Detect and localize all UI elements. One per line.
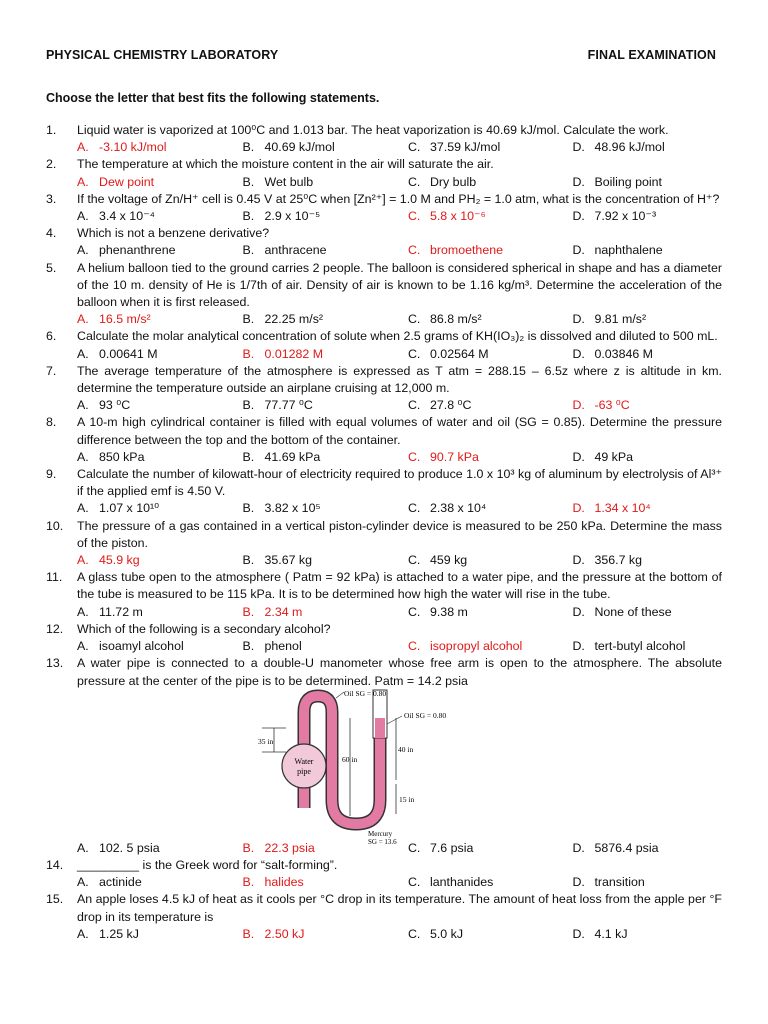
option-letter: D. (572, 346, 585, 361)
option-text: 3.82 x 10⁵ (264, 501, 321, 516)
option-text: 27.8 ⁰C (429, 398, 472, 413)
option-letter: C. (407, 209, 421, 224)
option-a (77, 500, 242, 517)
answer-options (77, 346, 722, 363)
dim-15: 15 in (399, 794, 415, 804)
option-text: -3.10 kJ/mol (99, 140, 167, 155)
option-letter: A. (77, 209, 89, 224)
question-text: A water pipe is connected to a double-U manometer whose free arm is open to the atmosphere. The absolute pressure at the center of the pipe is to be determined. Patm = 14.2 psia (77, 656, 722, 688)
option-b (242, 449, 407, 466)
option-letter: C. (407, 174, 421, 189)
option-a (77, 346, 242, 363)
option-text: naphthalene (594, 243, 663, 258)
option-c (408, 840, 572, 857)
option-letter: D. (572, 140, 585, 155)
option-letter: B. (242, 312, 255, 327)
answer-options (77, 874, 722, 891)
option-text: Dew point (99, 174, 155, 189)
option-letter: C. (407, 312, 421, 327)
question-3 (46, 191, 722, 225)
option-letter: B. (242, 639, 255, 654)
option-text: 2.34 m (264, 604, 303, 619)
option-text: actinide (99, 875, 142, 890)
question-number: 10. (46, 518, 64, 533)
option-text: 7.6 psia (429, 840, 474, 855)
question-text: If the voltage of Zn/H⁺ cell is 0.45 V at 25⁰C when [Zn²⁺] = 1.0 M and PH₂ = 1.0 atm, what is the concentration of H⁺? (77, 191, 720, 206)
option-text: 4.1 kJ (594, 926, 628, 941)
question-text: Which is not a benzene derivative? (77, 226, 270, 241)
option-c-correct (408, 449, 572, 466)
option-text: 93 ⁰C (99, 398, 131, 413)
manometer-diagram (256, 688, 506, 846)
question-number: 12. (46, 621, 64, 636)
option-letter: B. (242, 604, 255, 619)
option-text: 77.77 ⁰C (264, 398, 313, 413)
option-text: 90.7 kPa (429, 449, 479, 464)
question-text: Calculate the number of kilowatt-hour of electricity required to produce 1.0 x 10³ kg of aluminum by electrolysis of Al³⁺ if the applied emf is 4.50 V. (77, 467, 722, 499)
option-d (572, 208, 722, 225)
option-d (572, 174, 722, 191)
option-text: 0.02564 M (429, 346, 489, 361)
question-number: 1. (46, 123, 57, 137)
option-letter: D. (572, 209, 585, 224)
option-a-correct (77, 139, 242, 156)
option-d (572, 346, 722, 363)
option-letter: C. (407, 604, 421, 619)
answer-options (77, 638, 722, 655)
option-b (242, 500, 407, 517)
option-d (572, 604, 722, 621)
option-text: 22.3 psia (264, 840, 315, 855)
option-text: 7.92 x 10⁻³ (594, 209, 657, 224)
option-d (572, 926, 722, 943)
option-letter: B. (242, 840, 255, 855)
option-b-correct (242, 346, 407, 363)
question-number: 8. (46, 415, 57, 430)
option-letter: B. (242, 875, 255, 890)
question-12 (46, 621, 722, 655)
option-text: halides (264, 875, 304, 890)
option-letter: B. (242, 209, 255, 224)
option-letter: B. (242, 243, 255, 258)
answer-options (77, 174, 722, 191)
option-text: 40.69 kJ/mol (264, 140, 335, 155)
question-8 (46, 414, 722, 466)
option-text: 102. 5 psia (99, 840, 160, 855)
question-text: Calculate the molar analytical concentration of solute when 2.5 grams of KH(IO₃)₂ is dissolved and diluted to 500 mL. (77, 329, 718, 344)
option-text: -63 ⁰C (594, 398, 630, 413)
oil-right-label: Oil SG = 0.80 (404, 710, 447, 720)
option-text: None of these (594, 604, 672, 619)
header-title: PHYSICAL CHEMISTRY LABORATORY (46, 48, 279, 62)
option-letter: A. (77, 875, 89, 890)
option-letter: C. (407, 398, 421, 413)
option-letter: D. (572, 243, 585, 258)
option-c (408, 174, 572, 191)
option-letter: A. (77, 174, 89, 189)
option-text: 5.8 x 10⁻⁶ (429, 209, 486, 224)
option-text: 41.69 kPa (264, 449, 321, 464)
option-text: 1.07 x 10¹⁰ (99, 501, 160, 516)
option-letter: B. (242, 140, 255, 155)
option-text: 5.0 kJ (429, 926, 464, 941)
option-c (408, 346, 572, 363)
question-4 (46, 225, 722, 259)
option-letter: C. (407, 926, 421, 941)
option-d (572, 840, 722, 857)
option-letter: A. (77, 346, 89, 361)
answer-options (77, 311, 722, 328)
question-13 (46, 655, 722, 857)
option-b (242, 139, 407, 156)
question-number: 9. (46, 467, 57, 482)
option-text: 2.38 x 10⁴ (429, 501, 487, 516)
option-letter: B. (242, 926, 255, 941)
question-9 (46, 466, 722, 518)
option-text: 49 kPa (594, 449, 634, 464)
option-letter: D. (572, 501, 585, 516)
option-b (242, 397, 407, 414)
question-6 (46, 328, 722, 362)
option-text: 5876.4 psia (594, 840, 659, 855)
dim-35: 35 in (258, 736, 274, 746)
option-letter: C. (407, 840, 421, 855)
option-letter: C. (407, 501, 421, 516)
option-d (572, 874, 722, 891)
option-text: Boiling point (594, 174, 662, 189)
option-text: phenanthrene (99, 243, 176, 258)
option-letter: C. (407, 140, 421, 155)
question-number: 14. (46, 857, 64, 872)
option-b-correct (242, 926, 407, 943)
question-text: A glass tube open to the atmosphere ( Patm = 92 kPa) is attached to a water pipe, and the pressure at the bottom of the tube is measured to be 115 kPa. It is to be determined how high the water will rise in the tube. (77, 570, 722, 602)
option-text: anthracene (264, 243, 327, 258)
option-text: phenol (264, 639, 302, 654)
option-text: 2.9 x 10⁻⁵ (264, 209, 321, 224)
question-text: A helium balloon tied to the ground carries 2 people. The balloon is considered spherical in shape and has a diameter of the 10 m. density of He is 1/7th of air. Density of air is known to be 1.16 kg/m³. Determine the acceleration of the balloon when it is first released. (77, 260, 722, 310)
option-letter: C. (407, 553, 421, 568)
option-letter: D. (572, 875, 585, 890)
question-text: Liquid water is vaporized at 100⁰C and 1.013 bar. The heat vaporization is 40.69 kJ/mol. Calculate the work. (77, 123, 669, 137)
question-1 (46, 122, 722, 156)
option-letter: D. (572, 639, 585, 654)
option-letter: A. (77, 840, 89, 855)
option-text: lanthanides (429, 875, 494, 890)
option-text: 356.7 kg (594, 553, 642, 568)
option-text: 45.9 kg (99, 553, 140, 568)
option-letter: C. (407, 346, 421, 361)
option-text: 0.00641 M (99, 346, 158, 361)
option-a (77, 449, 242, 466)
option-text: 22.25 m/s² (264, 312, 324, 327)
option-a (77, 208, 242, 225)
instructions: Choose the letter that best fits the following statements. (46, 91, 380, 105)
option-text: 2.50 kJ (264, 926, 305, 941)
option-text: 35.67 kg (264, 553, 313, 568)
option-b (242, 174, 407, 191)
question-text: Which of the following is a secondary alcohol? (77, 621, 331, 636)
mercury-label-2: SG = 13.6 (368, 837, 397, 846)
question-number: 4. (46, 226, 57, 241)
option-letter: B. (242, 174, 255, 189)
option-text: 1.25 kJ (99, 926, 139, 941)
question-number: 2. (46, 157, 57, 172)
option-d (572, 139, 722, 156)
option-letter: D. (572, 553, 585, 568)
option-d (572, 449, 722, 466)
question-number: 7. (46, 363, 57, 378)
mercury-label-1: Mercury (368, 829, 393, 838)
option-letter: A. (77, 140, 89, 155)
option-c (408, 397, 572, 414)
option-text: 86.8 m/s² (429, 312, 482, 327)
option-letter: B. (242, 449, 255, 464)
option-letter: A. (77, 604, 89, 619)
question-number: 6. (46, 329, 57, 344)
question-list (46, 122, 722, 943)
dim-40: 40 in (398, 744, 414, 754)
option-text: 11.72 m (99, 604, 143, 619)
option-text: transition (594, 875, 645, 890)
option-b (242, 552, 407, 569)
option-d-correct (572, 500, 722, 517)
option-text: 3.4 x 10⁻⁴ (99, 209, 155, 224)
option-d (572, 552, 722, 569)
question-number: 15. (46, 892, 64, 907)
oil-top-label: Oil SG = 0.80 (344, 688, 387, 698)
question-7 (46, 363, 722, 415)
option-a (77, 638, 242, 655)
question-text: The average temperature of the atmosphere is expressed as T atm = 288.15 – 6.5z where z is altitude in km. determine the temperature outside an airplane cruising at 12,000 m. (77, 363, 722, 396)
option-a (77, 840, 242, 857)
option-a-correct (77, 311, 242, 328)
pipe-label-2: pipe (297, 766, 311, 776)
answer-options (77, 397, 722, 414)
option-text: 850 kPa (99, 449, 145, 464)
option-b (242, 638, 407, 655)
option-text: Dry bulb (429, 174, 477, 189)
option-letter: D. (572, 604, 585, 619)
answer-options (77, 604, 722, 621)
question-11 (46, 569, 722, 621)
option-c-correct (408, 638, 572, 655)
option-b-correct (242, 874, 407, 891)
question-text: The temperature at which the moisture content in the air will saturate the air. (77, 157, 494, 172)
option-text: tert-butyl alcohol (594, 639, 686, 654)
option-text: 1.34 x 10⁴ (594, 501, 651, 516)
option-letter: D. (572, 449, 585, 464)
option-letter: C. (407, 449, 421, 464)
option-c (408, 926, 572, 943)
option-a (77, 604, 242, 621)
option-text: 9.38 m (429, 604, 468, 619)
answer-options (77, 552, 722, 569)
option-letter: B. (242, 501, 255, 516)
pipe-label-1: Water (294, 756, 314, 766)
option-d (572, 638, 722, 655)
option-letter: A. (77, 639, 89, 654)
manometer-figure (46, 688, 722, 846)
question-text: A 10-m high cylindrical container is filled with equal volumes of water and oil (SG = 0.85). Determine the pressure difference between the top and the bottom of the container. (77, 415, 722, 447)
answer-options (77, 926, 722, 943)
answer-options (77, 139, 722, 156)
option-text: 48.96 kJ/mol (594, 140, 665, 155)
option-letter: D. (572, 174, 585, 189)
option-b (242, 311, 407, 328)
option-text: 9.81 m/s² (594, 312, 647, 327)
option-a (77, 874, 242, 891)
option-letter: C. (407, 875, 421, 890)
option-text: 0.01282 M (264, 346, 324, 361)
option-c (408, 311, 572, 328)
question-2 (46, 156, 722, 190)
option-d-correct (572, 397, 722, 414)
question-text: The pressure of a gas contained in a vertical piston-cylinder device is measured to be 250 kPa. Determine the mass of the piston. (77, 518, 722, 550)
question-number: 3. (46, 191, 57, 206)
option-c-correct (408, 242, 572, 259)
option-a (77, 242, 242, 259)
option-letter: B. (242, 398, 255, 413)
option-letter: A. (77, 312, 89, 327)
option-letter: A. (77, 398, 89, 413)
option-letter: D. (572, 312, 585, 327)
option-a-correct (77, 552, 242, 569)
option-letter: B. (242, 346, 255, 361)
question-text: _________ is the Greek word for “salt-forming”. (77, 857, 338, 872)
option-c (408, 139, 572, 156)
question-number: 13. (46, 656, 64, 671)
option-b-correct (242, 604, 407, 621)
option-text: 0.03846 M (594, 346, 654, 361)
option-letter: B. (242, 553, 255, 568)
option-letter: A. (77, 553, 89, 568)
option-letter: C. (407, 243, 421, 258)
answer-options (77, 242, 722, 259)
option-c-correct (408, 208, 572, 225)
option-text: Wet bulb (264, 174, 314, 189)
option-c (408, 604, 572, 621)
option-text: isopropyl alcohol (429, 639, 523, 654)
option-text: isoamyl alcohol (99, 639, 184, 654)
option-b (242, 242, 407, 259)
option-letter: A. (77, 449, 89, 464)
option-c (408, 874, 572, 891)
option-b (242, 208, 407, 225)
option-letter: A. (77, 243, 89, 258)
question-10 (46, 518, 722, 570)
option-letter: D. (572, 398, 585, 413)
option-text: 16.5 m/s² (99, 312, 151, 327)
question-5 (46, 260, 722, 329)
option-text: 459 kg (429, 553, 468, 568)
answer-options (77, 837, 722, 857)
option-a (77, 926, 242, 943)
question-number: 11. (46, 570, 63, 585)
option-text: bromoethene (429, 243, 503, 258)
answer-options (77, 208, 722, 225)
option-c (408, 500, 572, 517)
option-letter: D. (572, 926, 585, 941)
option-a (77, 397, 242, 414)
answer-options (77, 449, 722, 466)
dim-60: 60 in (342, 754, 358, 764)
option-letter: A. (77, 926, 89, 941)
option-letter: C. (407, 639, 421, 654)
question-15 (46, 891, 722, 943)
question-number: 5. (46, 260, 57, 275)
option-a-correct (77, 174, 242, 191)
option-letter: D. (572, 840, 585, 855)
question-text: An apple loses 4.5 kJ of heat as it cools per °C drop in its temperature. The amount of heat loss from the apple per °F drop in its temperature is (77, 892, 722, 924)
answer-options (77, 500, 722, 517)
header-exam-type: FINAL EXAMINATION (587, 48, 716, 62)
option-d (572, 242, 722, 259)
option-d (572, 311, 722, 328)
option-text: 37.59 kJ/mol (429, 140, 501, 155)
option-letter: A. (77, 501, 89, 516)
question-14 (46, 857, 722, 891)
option-c (408, 552, 572, 569)
